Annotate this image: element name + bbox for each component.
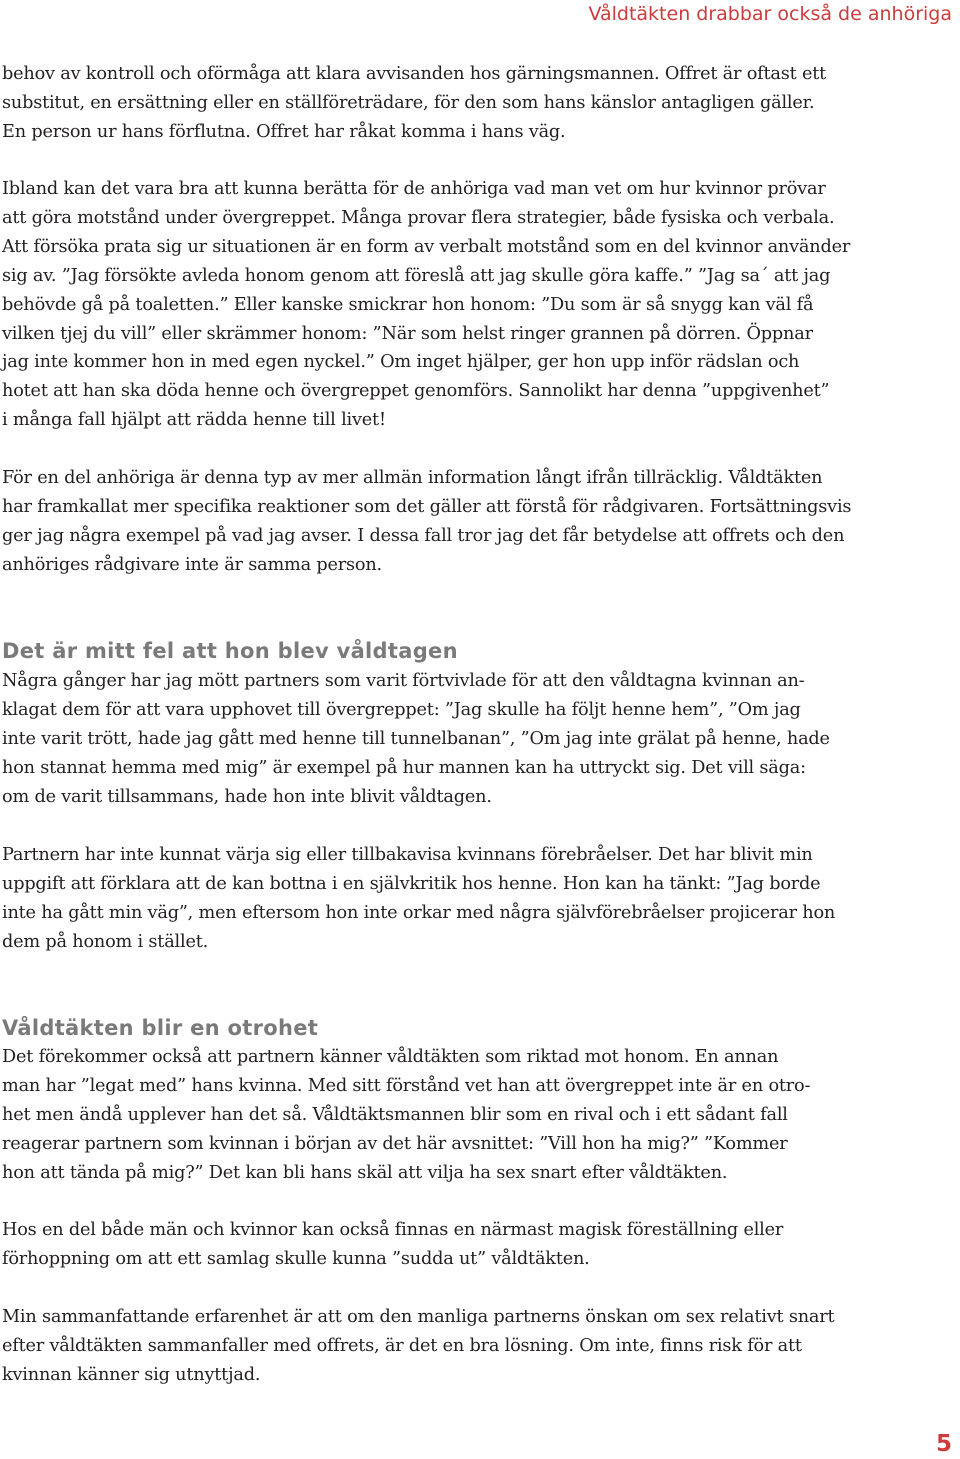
text-line: har framkallat mer specifika reaktioner som det gäller att förstå för rådgivaren. Fortsättningsvis: [2, 496, 852, 517]
text-line: klagat dem för att vara upphovet till övergreppet: ”Jag skulle ha följt henne hem”, ”Om jag: [2, 699, 801, 720]
text-line: i många fall hjälpt att rädda henne till livet!: [2, 410, 386, 431]
text-line: Det förekommer också att partnern känner våldtäkten som riktad mot honom. En annan: [2, 1047, 779, 1067]
text-line: kvinnan känner sig utnyttjad.: [2, 1364, 261, 1385]
body-paragraph: [2, 175, 850, 435]
body-paragraph: [2, 464, 851, 580]
text-line: reagerar partnern som kvinnan i början av det här avsnittet: ”Vill hon ha mig?” ”Kommer: [2, 1133, 788, 1154]
text-line: ger jag några exempel på vad jag avser. I dessa fall tror jag det får betydelse att offrets och den: [2, 525, 845, 546]
body-paragraph: [2, 667, 830, 812]
text-line: substitut, en ersättning eller en ställföreträdare, för den som hans känslor antagligen gäller.: [2, 92, 815, 113]
text-line: inte ha gått min väg”, men eftersom hon inte orkar med några självförebråelser projicerar hon: [2, 902, 836, 923]
text-line: inte varit trött, hade jag gått med henne till tunnelbanan”, ”Om jag inte grälat på henne, hade: [2, 728, 830, 749]
page-number: 5: [935, 1431, 952, 1457]
section-heading: Det är mitt fel att hon blev våldtagen: [2, 639, 458, 663]
text-line: om de varit tillsammans, hade hon inte blivit våldtagen.: [2, 786, 492, 807]
text-line: hon att tända på mig?” Det kan bli hans skäl att vilja ha sex snart efter våldtäkten.: [2, 1162, 728, 1183]
body-paragraph: [2, 841, 835, 957]
body-paragraph: [2, 1216, 783, 1274]
running-header: Våldtäkten drabbar också de anhöriga: [588, 3, 952, 25]
text-line: jag inte kommer hon in med egen nyckel.” Om inget hjälper, ger hon upp inför rädslan och: [2, 352, 800, 373]
text-line: man har ”legat med” hans kvinna. Med sitt förstånd vet han att övergreppet inte är en otro-: [2, 1075, 811, 1096]
text-line: Hos en del både män och kvinnor kan också finnas en närmast magisk föreställning eller: [2, 1220, 784, 1240]
text-line: Några gånger har jag mött partners som varit förtvivlade för att den våldtagna kvinnan an-: [2, 671, 805, 691]
text-line: dem på honom i stället.: [2, 931, 209, 952]
body-paragraph: [2, 60, 826, 147]
body-paragraph: [2, 1303, 834, 1390]
text-line: hotet att han ska döda henne och övergreppet genomförs. Sannolikt har denna ”uppgivenhet”: [2, 381, 830, 402]
text-line: anhöriges rådgivare inte är samma person.: [2, 554, 382, 575]
text-line: Min sammanfattande erfarenhet är att om den manliga partnerns önskan om sex relativt snart: [2, 1307, 835, 1327]
text-line: behov av kontroll och oförmåga att klara avvisanden hos gärningsmannen. Offret är oftast ett: [2, 64, 827, 84]
text-line: att göra motstånd under övergreppet. Många provar flera strategier, både fysiska och verbala.: [2, 207, 835, 228]
text-line: förhoppning om att ett samlag skulle kunna ”sudda ut” våldtäkten.: [2, 1248, 590, 1269]
text-line: uppgift att förklara att de kan bottna i en självkritik hos henne. Hon kan ha tänkt: ”Jag borde: [2, 873, 821, 894]
text-line: Ibland kan det vara bra att kunna berätta för de anhöriga vad man vet om hur kvinnor prövar: [2, 179, 826, 199]
body-paragraph: [2, 1043, 810, 1188]
text-line: Partnern har inte kunnat värja sig eller tillbakavisa kvinnans förebråelser. Det har blivit min: [2, 845, 813, 865]
text-line: het men ändå upplever han det så. Våldtäktsmannen blir som en rival och i ett sådant fall: [2, 1104, 788, 1125]
text-line: För en del anhöriga är denna typ av mer allmän information långt ifrån tillräcklig. Våldtäkten: [2, 468, 823, 488]
text-line: vilken tjej du vill” eller skrämmer honom: ”När som helst ringer grannen på dörren. Öppnar: [2, 323, 813, 344]
text-line: sig av. ”Jag försökte avleda honom genom att föreslå att jag skulle göra kaffe.” ”Jag sa´ att jag: [2, 265, 831, 286]
text-line: En person ur hans förflutna. Offret har råkat komma i hans väg.: [2, 121, 566, 142]
section-heading: Våldtäkten blir en otrohet: [2, 1016, 319, 1040]
text-line: efter våldtäkten sammanfaller med offrets, är det en bra lösning. Om inte, finns risk för att: [2, 1335, 802, 1356]
text-line: behövde gå på toaletten.” Eller kanske smickrar hon honom: ”Du som är så snygg kan väl få: [2, 294, 814, 315]
text-line: Att försöka prata sig ur situationen är en form av verbalt motstånd som en del kvinnor använder: [2, 236, 851, 257]
text-line: hon stannat hemma med mig” är exempel på hur mannen kan ha uttryckt sig. Det vill säga:: [2, 757, 806, 778]
